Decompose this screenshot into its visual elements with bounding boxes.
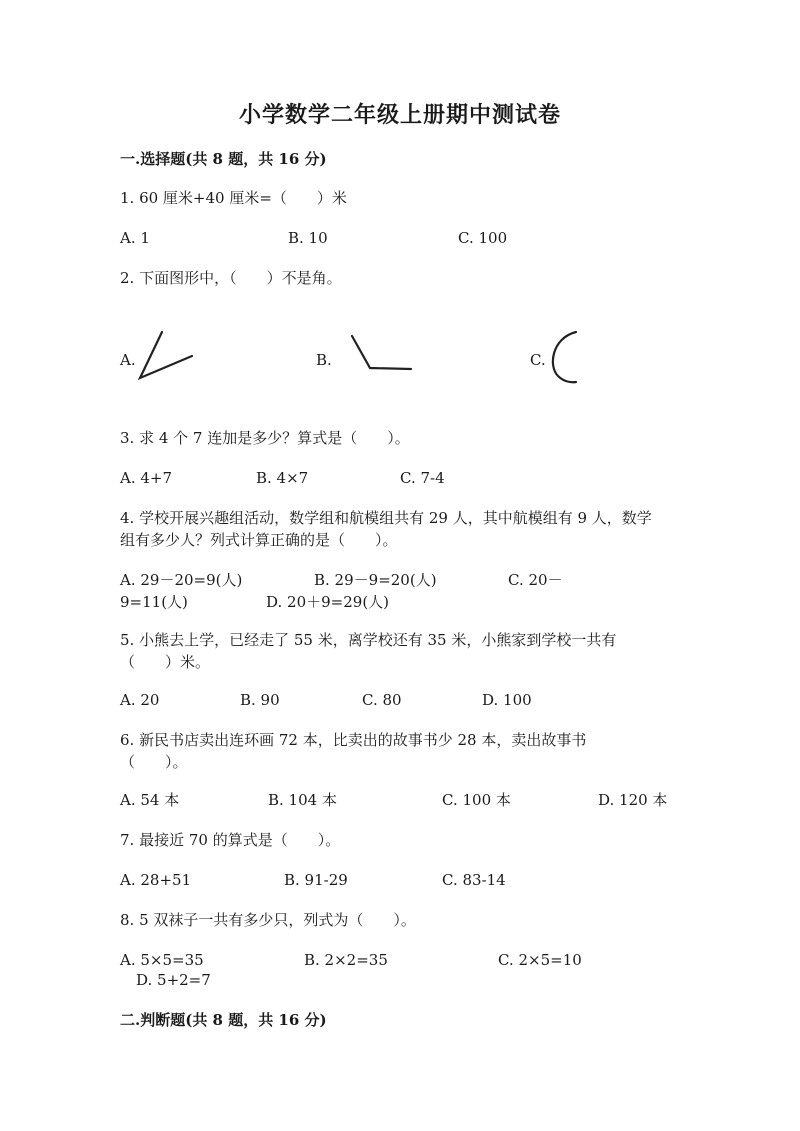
section-heading-choice: 一.选择题(共 8 题，共 16 分) bbox=[120, 150, 327, 168]
option-7c: C. 83-14 bbox=[442, 871, 506, 889]
option-1a: A. 1 bbox=[120, 229, 150, 247]
question-8: 8. 5 双袜子一共有多少只，列式为（ ）。 bbox=[120, 911, 416, 929]
option-6a: A. 54 本 bbox=[120, 791, 180, 809]
question-2: 2. 下面图形中，（ ）不是角。 bbox=[120, 269, 342, 287]
curve-figure bbox=[546, 328, 582, 386]
question-3: 3. 求 4 个 7 连加是多少？算式是（ ）。 bbox=[120, 429, 410, 447]
page-title: 小学数学二年级上册期中测试卷 bbox=[238, 102, 561, 128]
option-3b: B. 4×7 bbox=[256, 469, 309, 487]
option-1b: B. 10 bbox=[288, 229, 328, 247]
option-5c: C. 80 bbox=[362, 691, 402, 709]
option-8a: A. 5×5=35 bbox=[120, 951, 204, 969]
option-3a: A. 4+7 bbox=[120, 469, 173, 487]
question-5-line1: 5. 小熊去上学，已经走了 55 米，离学校还有 35 米，小熊家到学校一共有 bbox=[120, 631, 617, 649]
option-8d: D. 5+2=7 bbox=[136, 971, 211, 989]
question-4-line2: 组有多少人？列式计算正确的是（ ）。 bbox=[120, 531, 398, 549]
obtuse-angle-figure bbox=[348, 332, 414, 374]
section-heading-judgement: 二.判断题(共 8 题，共 16 分) bbox=[120, 1011, 327, 1029]
option-4c: C. 20－ bbox=[508, 571, 563, 589]
question-4-line1: 4. 学校开展兴趣组活动，数学组和航模组共有 29 人，其中航模组有 9 人，数学 bbox=[120, 509, 652, 527]
option-3c: C. 7-4 bbox=[400, 469, 445, 487]
option-8b: B. 2×2=35 bbox=[304, 951, 388, 969]
acute-angle-figure bbox=[134, 328, 196, 384]
option-4c-cont: 9=11(人) bbox=[120, 593, 188, 611]
option-1c: C. 100 bbox=[458, 229, 508, 247]
option-6b: B. 104 本 bbox=[268, 791, 337, 809]
question-7: 7. 最接近 70 的算式是（ ）。 bbox=[120, 831, 341, 849]
question-1: 1. 60 厘米+40 厘米=（ ）米 bbox=[120, 189, 347, 207]
option-7a: A. 28+51 bbox=[120, 871, 192, 889]
option-6c: C. 100 本 bbox=[442, 791, 511, 809]
question-6-line2: （ ）。 bbox=[120, 753, 188, 771]
option-2b: B. bbox=[316, 351, 332, 369]
option-4b: B. 29－9=20(人) bbox=[314, 571, 437, 589]
question-6-line1: 6. 新民书店卖出连环画 72 本，比卖出的故事书少 28 本，卖出故事书 bbox=[120, 731, 587, 749]
question-5-line2: （ ）米。 bbox=[120, 653, 211, 671]
option-2c: C. bbox=[530, 351, 546, 369]
option-2a: A. bbox=[120, 351, 136, 369]
option-7b: B. 91-29 bbox=[284, 871, 348, 889]
option-5b: B. 90 bbox=[240, 691, 280, 709]
option-4d: D. 20＋9=29(人) bbox=[266, 593, 390, 611]
option-6d: D. 120 本 bbox=[598, 791, 668, 809]
option-4a: A. 29－20=9(人) bbox=[120, 571, 243, 589]
option-8c: C. 2×5=10 bbox=[498, 951, 582, 969]
option-5a: A. 20 bbox=[120, 691, 160, 709]
option-5d: D. 100 bbox=[482, 691, 532, 709]
